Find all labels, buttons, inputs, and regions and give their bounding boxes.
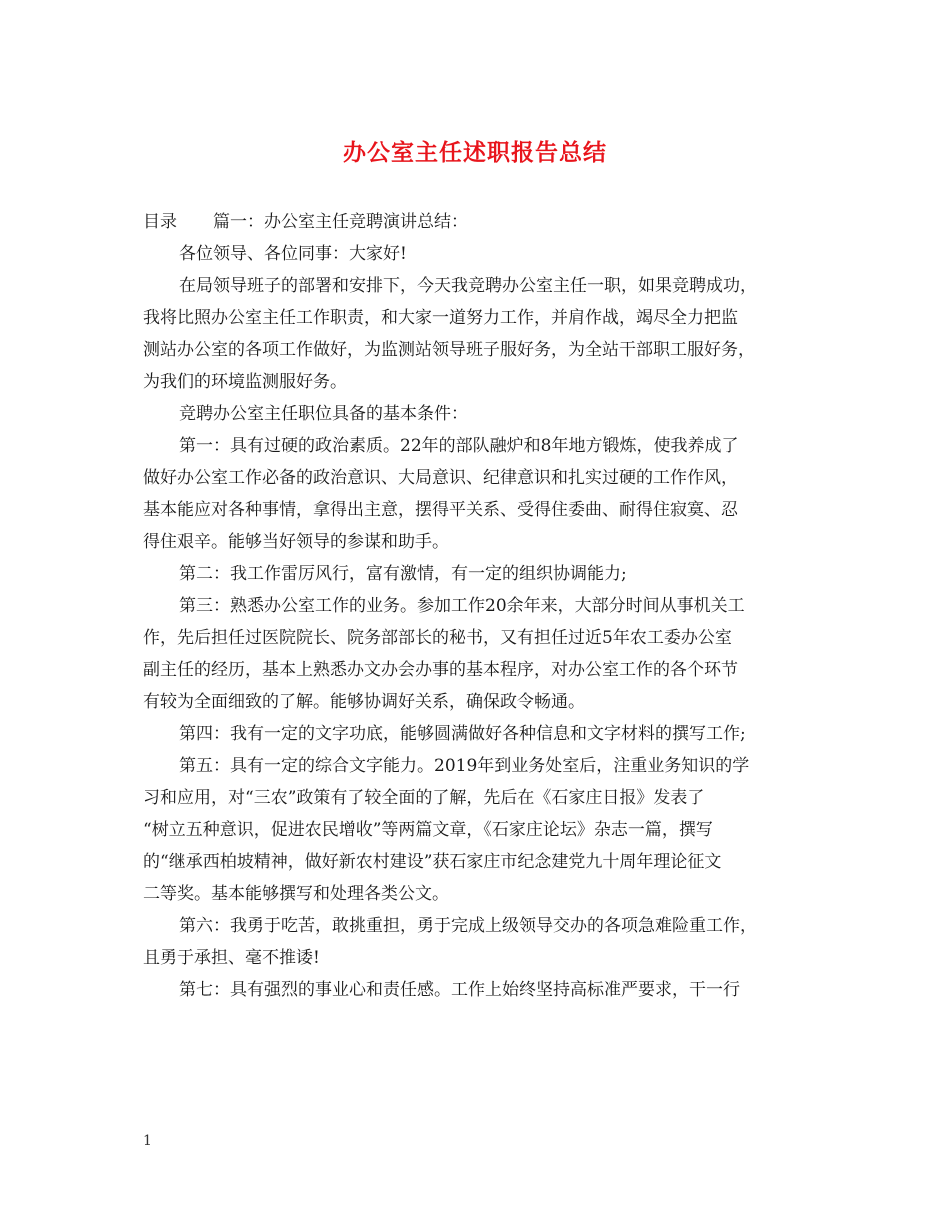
paragraph-line: 第六：我勇于吃苦，敢挑重担，勇于完成上级领导交办的各项急难险重工作，	[179, 916, 757, 936]
page-number: 1	[143, 1133, 152, 1149]
paragraph-line: 得住艰辛。能够当好领导的参谋和助手。	[143, 532, 449, 552]
paragraph-line: 在局领导班子的部署和安排下，今天我竞聘办公室主任一职，如果竞聘成功，	[179, 276, 757, 296]
document-body	[143, 206, 826, 1006]
paragraph-line: 竞聘办公室主任职位具备的基本条件：	[179, 404, 468, 424]
paragraph-line: 第二：我工作雷厉风行，富有激情，有一定的组织协调能力;	[179, 564, 627, 584]
toc-entry: 篇一：办公室主任竞聘演讲总结：	[213, 212, 468, 232]
paragraph-line: 各位领导、各位同事：大家好!	[179, 244, 407, 264]
paragraph-line: 作，先后担任过医院院长、院务部部长的秘书，又有担任过近5年农工委办公室	[143, 628, 732, 648]
paragraph-line: 基本能应对各种事情，拿得出主意，摆得平关系、受得住委曲、耐得住寂寞、忍	[143, 500, 738, 520]
paragraph-line: 第三：熟悉办公室工作的业务。参加工作20余年来，大部分时间从事机关工	[179, 596, 745, 616]
paragraph-line: 我将比照办公室主任工作职责，和大家一道努力工作，并肩作战，竭尽全力把监	[143, 308, 738, 328]
paragraph-line: 做好办公室工作必备的政治意识、大局意识、纪律意识和扎实过硬的工作作风，	[143, 468, 738, 488]
paragraph-line: “树立五种意识，促进农民增收”等两篇文章，《石家庄论坛》杂志一篇，撰写	[143, 820, 713, 840]
paragraph-line: 第七：具有强烈的事业心和责任感。工作上始终坚持高标准严要求，干一行	[179, 980, 740, 1000]
toc-label: 目录	[143, 212, 177, 232]
paragraph-line: 的“继承西柏坡精神，做好新农村建设”获石家庄市纪念建党九十周年理论征文	[143, 852, 722, 872]
document-title: 办公室主任述职报告总结	[343, 139, 607, 166]
paragraph-line: 第四：我有一定的文字功底，能够圆满做好各种信息和文字材料的撰写工作;	[179, 724, 746, 744]
paragraph-line: 测站办公室的各项工作做好，为监测站领导班子服好务，为全站干部职工服好务，	[143, 340, 755, 360]
paragraph-line: 第五：具有一定的综合文字能力。2019年到业务处室后，注重业务知识的学	[179, 756, 750, 776]
toc-line	[143, 206, 826, 238]
paragraph-line: 习和应用，对“三农”政策有了较全面的了解，先后在《石家庄日报》发表了	[143, 788, 705, 808]
paragraph-line: 且勇于承担、毫不推诿!	[143, 948, 320, 968]
paragraph-line: 为我们的环境监测服好务。	[143, 372, 347, 392]
paragraph-line: 有较为全面细致的了解。能够协调好关系，确保政令畅通。	[143, 692, 585, 712]
paragraph-line: 二等奖。基本能够撰写和处理各类公文。	[143, 884, 449, 904]
paragraph-line: 副主任的经历，基本上熟悉办文办会办事的基本程序，对办公室工作的各个环节	[143, 660, 738, 680]
paragraph-line: 第一：具有过硬的政治素质。22年的部队融炉和8年地方锻炼，使我养成了	[179, 436, 739, 456]
